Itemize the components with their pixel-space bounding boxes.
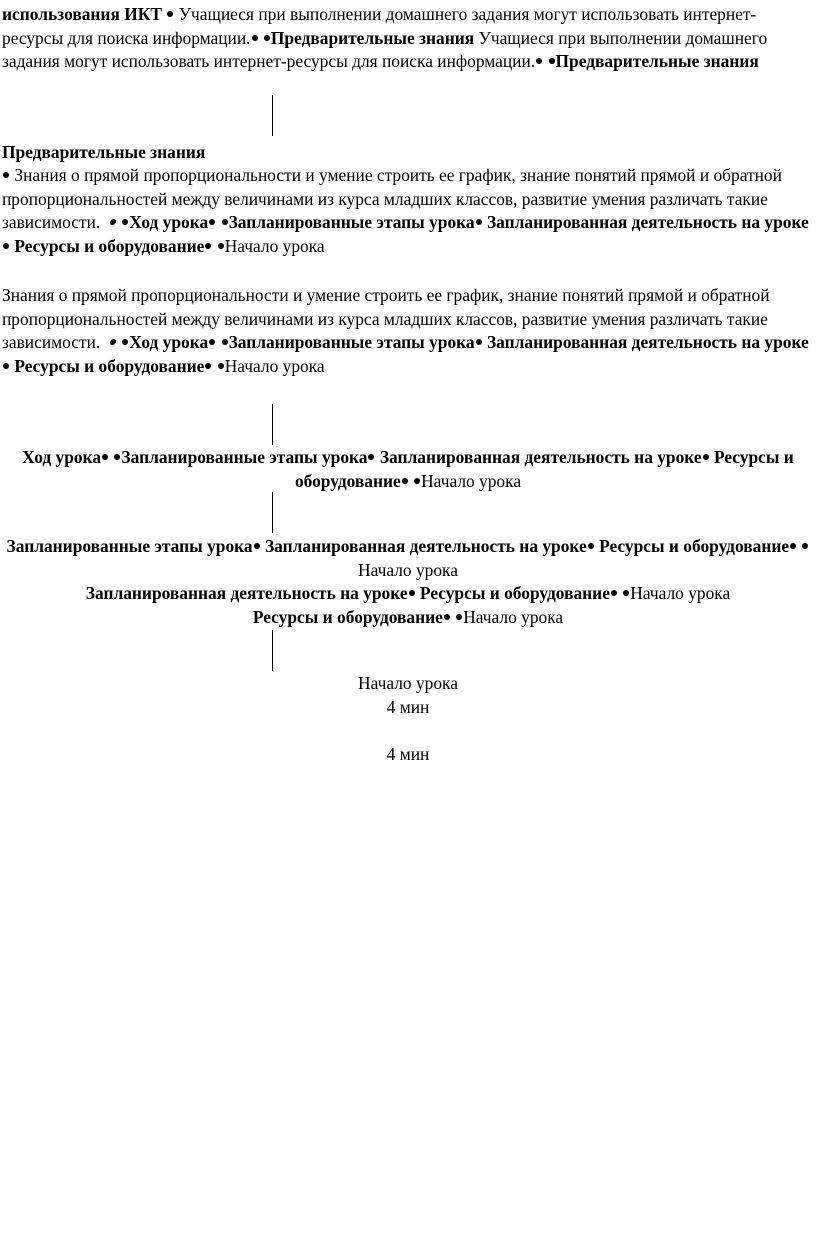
bullet-icon: [3, 172, 9, 178]
time-label-2: 4 мин: [386, 744, 430, 764]
bold-lesson-course-3: Ход урока: [22, 447, 102, 467]
heading-prior-knowledge: Предварительные знания: [2, 142, 206, 162]
time-label-1: 4 мин: [386, 697, 430, 717]
bold-prior-knowledge-2: Предварительные знания: [555, 51, 759, 71]
bold-planned-stages-3: Запланированные этапы урока: [121, 447, 368, 467]
bullet-icon: [588, 543, 594, 549]
paragraph-resources: [2, 606, 814, 630]
bullet-icon: [611, 590, 617, 596]
bold-prior-knowledge-1: Предварительные знания: [270, 27, 475, 48]
text-lesson-start-3: Начало урока: [421, 470, 522, 491]
bullet-icon: [3, 363, 9, 369]
text-students-1: Учащиеся при выполнении домашнего задания могут использовать интернет-ресурсы для поиска информации.: [2, 4, 757, 48]
bullet-icon: [790, 543, 796, 549]
bold-resources-6: Ресурсы и оборудование: [252, 607, 443, 627]
bullet-icon: [109, 219, 117, 225]
bullet-icon: [456, 614, 462, 620]
bold-planned-activity-3: Запланированная деятельность на уроке: [379, 447, 702, 467]
bullet-icon: [222, 219, 228, 225]
bullet-icon: [122, 339, 128, 345]
bullet-icon: [114, 454, 120, 460]
text-lesson-start-2: Начало урока: [224, 355, 325, 376]
bullet-icon: [703, 454, 709, 460]
vertical-divider: [272, 492, 273, 533]
paragraph-planned-stages: [2, 535, 814, 582]
bullet-icon: [222, 339, 228, 345]
bold-resources-5: Ресурсы и оборудование: [419, 583, 610, 603]
text-knowledge-1: Знания о прямой пропорциональности и умение строить ее график, знание понятий прямой и обратной пропорциональностей между величинами из курса младших классов, развитие умения различать такие зависимости.: [2, 165, 782, 232]
bullet-icon: [167, 11, 173, 17]
text-lesson-start-1: Начало урока: [224, 235, 325, 256]
paragraph-ikt: [2, 3, 814, 74]
paragraph-knowledge-2: [2, 284, 814, 378]
bold-planned-activity-5: Запланированная деятельность на уроке: [85, 583, 408, 603]
bold-resources-3: Ресурсы и оборудование: [294, 447, 794, 491]
vertical-divider: [272, 404, 273, 445]
bold-planned-stages-2: Запланированные этапы урока: [228, 332, 475, 352]
bullet-icon: [218, 363, 224, 369]
bullet-icon: [368, 454, 374, 460]
vertical-divider: [272, 95, 273, 136]
paragraph-lesson-course: [2, 446, 814, 493]
bullet-icon: [122, 219, 128, 225]
bullet-icon: [205, 243, 211, 249]
text-lesson-start-4: Начало урока: [358, 559, 458, 580]
bullet-icon: [209, 219, 215, 225]
bullet-icon: [802, 543, 808, 549]
paragraph-knowledge-1: [2, 164, 814, 258]
bullet-icon: [402, 478, 408, 484]
bullet-icon: [476, 219, 482, 225]
paragraph-planned-activity: [2, 582, 814, 606]
lesson-start-title: Начало урока: [358, 673, 458, 693]
bold-resources-4: Ресурсы и оборудование: [599, 536, 790, 556]
bullet-icon: [109, 339, 117, 345]
bullet-icon: [476, 339, 482, 345]
bold-lesson-course-1: Ход урока: [129, 212, 209, 232]
bullet-icon: [209, 339, 215, 345]
bold-ikt: использования ИКТ: [2, 4, 162, 24]
text-knowledge-2: Знания о прямой пропорциональности и умение строить ее график, знание понятий прямой и обратной пропорциональностей между величинами из курса младших классов, развитие умения различать такие зависимости.: [2, 285, 770, 352]
bold-planned-activity-4: Запланированная деятельность на уроке: [264, 536, 587, 556]
text-students-2: Учащиеся при выполнении домашнего задания могут использовать интернет-ресурсы для поиска информации.: [2, 27, 768, 71]
bold-planned-activity-2: Запланированная деятельность на уроке: [486, 332, 809, 352]
bullet-icon: [264, 35, 270, 41]
bold-resources-2: Ресурсы и оборудование: [14, 355, 205, 376]
bullet-icon: [536, 58, 542, 64]
bold-planned-stages-1: Запланированные этапы урока: [228, 212, 475, 232]
vertical-divider: [272, 630, 273, 671]
bullet-icon: [102, 454, 108, 460]
bullet-icon: [3, 243, 9, 249]
bullet-icon: [205, 363, 211, 369]
bullet-icon: [252, 35, 258, 41]
text-lesson-start-5: Начало урока: [630, 583, 731, 603]
bullet-icon: [414, 478, 420, 484]
text-lesson-start-6: Начало урока: [463, 607, 564, 627]
bullet-icon: [254, 543, 260, 549]
bold-planned-stages-4: Запланированные этапы урока: [6, 536, 253, 556]
bold-resources-1: Ресурсы и оборудование: [14, 235, 205, 256]
bold-lesson-course-2: Ход урока: [129, 332, 209, 352]
bullet-icon: [444, 614, 450, 620]
bullet-icon: [218, 243, 224, 249]
bold-planned-activity-1: Запланированная деятельность на уроке: [486, 212, 809, 232]
bullet-icon: [549, 58, 555, 64]
bullet-icon: [623, 590, 629, 596]
bullet-icon: [409, 590, 415, 596]
